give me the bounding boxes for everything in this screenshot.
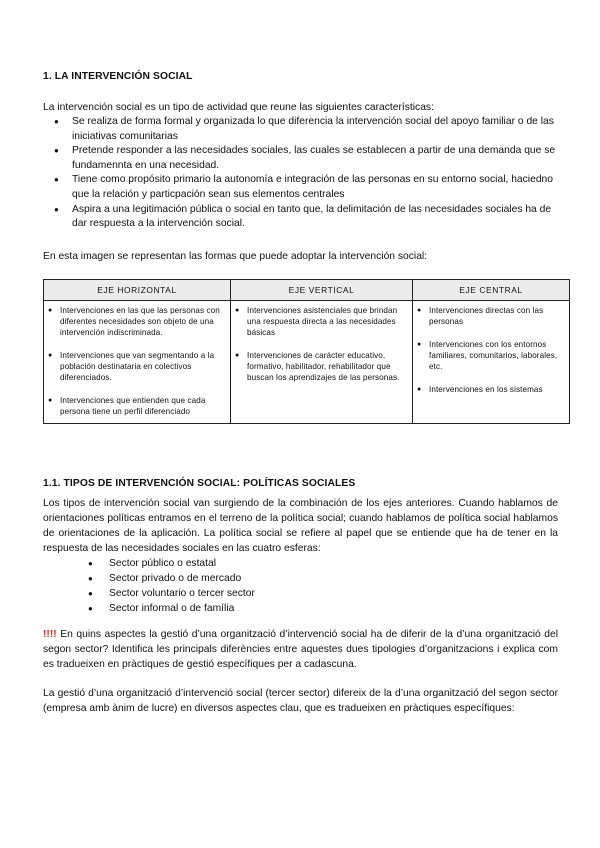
alert-marker: !!!! bbox=[43, 629, 57, 640]
intro-paragraph: La intervención social es un tipo de actividad que reune las siguientes características: bbox=[43, 102, 434, 113]
feature-item: ● Aspira a una legitimación pública o social en tanto que, la delimitación de las necesidades sociales ha de dar respuesta a la intervención social. bbox=[54, 203, 560, 232]
central-item: ● Intervenciones con los entornos familiares, comunitarios, laborales, etc. bbox=[417, 339, 565, 372]
answer-paragraph: La gestió d’una organització d’intervenció social (tercer sector) difereix de la d’una organització del segon sector (empresa amb ànim de lucre) en diversos aspectes clau, que es tradueixen en pràctiques específiques: bbox=[43, 688, 558, 714]
vertical-item: ● Intervenciones asistenciales que brindan una respuesta directa a las necesidades básicas bbox=[235, 305, 408, 338]
question-text: En quins aspectes la gestió d’una organització d’intervenció social ha de diferir de la d’una organització del segon sector? Identifica les principals diferències entre aquestes dues tipologies d’organitzacions i explica com es tradueixen en pràctiques de gestió específiques per a cadascuna. bbox=[43, 629, 558, 670]
features-list bbox=[54, 115, 560, 232]
horizontal-item: ● Intervenciones que entienden que cada persona tiene un perfil diferenciado bbox=[48, 395, 226, 417]
central-item: ● Intervenciones en los sistemas bbox=[417, 384, 565, 395]
subsection-title: 1.1. TIPOS DE INTERVENCIÓN SOCIAL: POLÍTICAS SOCIALES bbox=[43, 478, 356, 489]
horizontal-item: ● Intervenciones en las que las personas con diferentes necesidades son objeto de una intervención indiscriminada. bbox=[48, 305, 226, 338]
intervention-axes-table bbox=[43, 279, 570, 424]
section-title: 1. LA INTERVENCIÓN SOCIAL bbox=[43, 71, 193, 82]
header-central: EJE CENTRAL bbox=[413, 280, 570, 301]
image-caption: En esta imagen se representan las formas que puede adoptar la intervención social: bbox=[43, 251, 428, 262]
feature-item: ● Tiene como propósito primario la autonomía e integración de las personas en su entorno social, haciedno que la relación y particpación sean sus elementos centrales bbox=[54, 173, 560, 202]
sphere-item: ● Sector voluntario o tercer sector bbox=[88, 586, 388, 601]
sphere-item: ● Sector público o estatal bbox=[88, 556, 388, 571]
sphere-item: ● Sector informal o de família bbox=[88, 601, 388, 616]
header-vertical: EJE VERTICAL bbox=[231, 280, 413, 301]
feature-item: ● Se realiza de forma formal y organizada lo que diferencia la intervención social del apoyo familiar o de las iniciativas comunitarias bbox=[54, 115, 560, 144]
question-paragraph bbox=[43, 627, 558, 672]
feature-item: ● Pretende responder a las necesidades sociales, las cuales se establecen a partir de una demanda que se fundamennta en una necesidad. bbox=[54, 144, 560, 173]
vertical-item: ● Intervenciones de carácter educativo, formativo, habilitador, rehabilitador que buscan los aprendizajes de las personas. bbox=[235, 350, 408, 383]
horizontal-item: ● Intervenciones que van segmentando a la población destinataria en colectivos diferenciados. bbox=[48, 350, 226, 383]
spheres-list bbox=[88, 556, 388, 616]
central-cell bbox=[413, 301, 570, 424]
vertical-cell bbox=[231, 301, 413, 424]
central-item: ● Intervenciones directas con las personas bbox=[417, 305, 565, 327]
policy-paragraph: Los tipos de intervención social van surgiendo de la combinación de los ejes anteriores. Cuando hablamos de orientaciones políticas entramos en el terreno de la política social; cuando hablamos de política social hablamos de orientaciones de la aplicación. La política social se refiere al papel que se entiende que ha de tener en la respuesta de las necesidades sociales en las cuatro esferas: bbox=[43, 498, 558, 554]
sphere-item: ● Sector privado o de mercado bbox=[88, 571, 388, 586]
header-horizontal: EJE HORIZONTAL bbox=[44, 280, 231, 301]
horizontal-cell bbox=[44, 301, 231, 424]
